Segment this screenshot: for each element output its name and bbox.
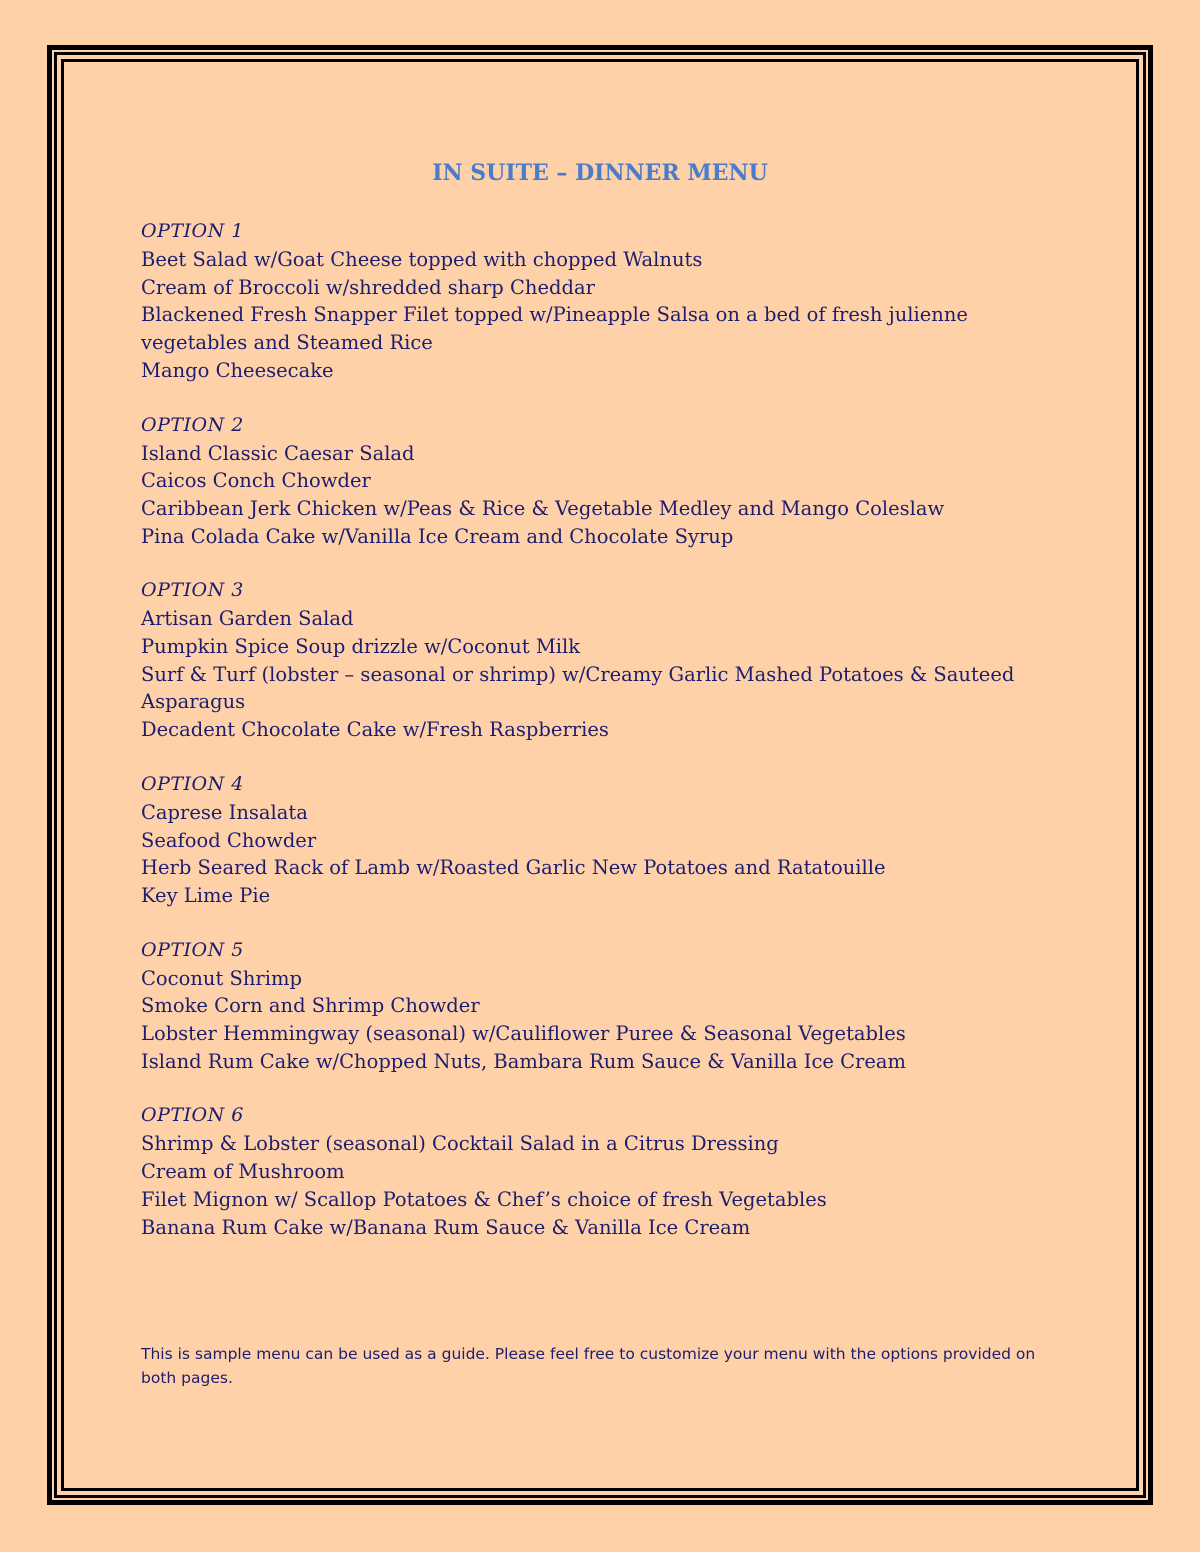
dish-item: Caribbean Jerk Chicken w/Peas & Rice & Vegetable Medley and Mango Coleslaw	[141, 496, 945, 520]
dish-item: Mango Cheesecake	[141, 358, 334, 382]
dish-item: Seafood Chowder	[141, 828, 317, 852]
dish-item: Pina Colada Cake w/Vanilla Ice Cream and Chocolate Syrup	[141, 524, 734, 548]
dish-item: Caprese Insalata	[141, 800, 308, 824]
option-heading: OPTION 3	[141, 579, 244, 602]
dish-item: Coconut Shrimp	[141, 966, 302, 990]
option-heading: OPTION 1	[141, 220, 244, 242]
dish-item: Artisan Garden Salad	[141, 607, 354, 631]
menu-option-4	[141, 771, 1041, 910]
menu-options	[141, 218, 1041, 1268]
menu-option-3	[141, 577, 1041, 744]
menu-option-5	[141, 937, 1041, 1076]
dish-item: Filet Mignon w/ Scallop Potatoes & Chef’s choice of fresh Vegetables	[141, 1187, 827, 1211]
dish-item: Blackened Fresh Snapper Filet topped w/Pineapple Salsa on a bed of fresh julienne vegetables and Steamed Rice	[141, 303, 968, 355]
option-heading: OPTION 6	[141, 1104, 244, 1127]
dish-item: Caicos Conch Chowder	[141, 469, 371, 493]
dish-item: Banana Rum Cake w/Banana Rum Sauce & Vanilla Ice Cream	[141, 1215, 751, 1239]
dish-item: Cream of Broccoli w/shredded sharp Cheddar	[141, 275, 595, 299]
dish-item: Cream of Mushroom	[141, 1160, 345, 1184]
dish-item: Island Rum Cake w/Chopped Nuts, Bambara Rum Sauce & Vanilla Ice Cream	[141, 1049, 907, 1073]
menu-option-1	[141, 218, 1041, 385]
menu-option-2	[141, 412, 1041, 551]
dish-item: Shrimp & Lobster (seasonal) Cocktail Salad in a Citrus Dressing	[141, 1132, 779, 1156]
dish-item: Decadent Chocolate Cake w/Fresh Raspberries	[141, 718, 609, 742]
dish-item: Beet Salad w/Goat Cheese topped with chopped Walnuts	[141, 248, 703, 271]
dish-item: Lobster Hemmingway (seasonal) w/Cauliflower Puree & Seasonal Vegetables	[141, 1022, 906, 1046]
option-heading: OPTION 4	[141, 772, 244, 795]
menu-option-6	[141, 1102, 1041, 1241]
dish-item: Island Classic Caesar Salad	[141, 441, 415, 465]
menu-title: IN SUITE – DINNER MENU	[432, 160, 768, 186]
dish-item: Smoke Corn and Shrimp Chowder	[141, 994, 480, 1018]
dish-item: Pumpkin Spice Soup drizzle w/Coconut Milk	[141, 635, 581, 659]
dish-item: Surf & Turf (lobster – seasonal or shrimp) w/Creamy Garlic Mashed Potatoes & Sauteed Asparagus	[141, 662, 1015, 714]
option-heading: OPTION 2	[141, 413, 244, 436]
option-heading: OPTION 5	[141, 938, 244, 961]
dish-item: Key Lime Pie	[141, 883, 271, 907]
menu-footnote: This is sample menu can be used as a guide. Please feel free to customize your menu with the options provided on both pages.	[141, 1345, 1036, 1387]
dish-item: Herb Seared Rack of Lamb w/Roasted Garlic New Potatoes and Ratatouille	[141, 856, 886, 880]
